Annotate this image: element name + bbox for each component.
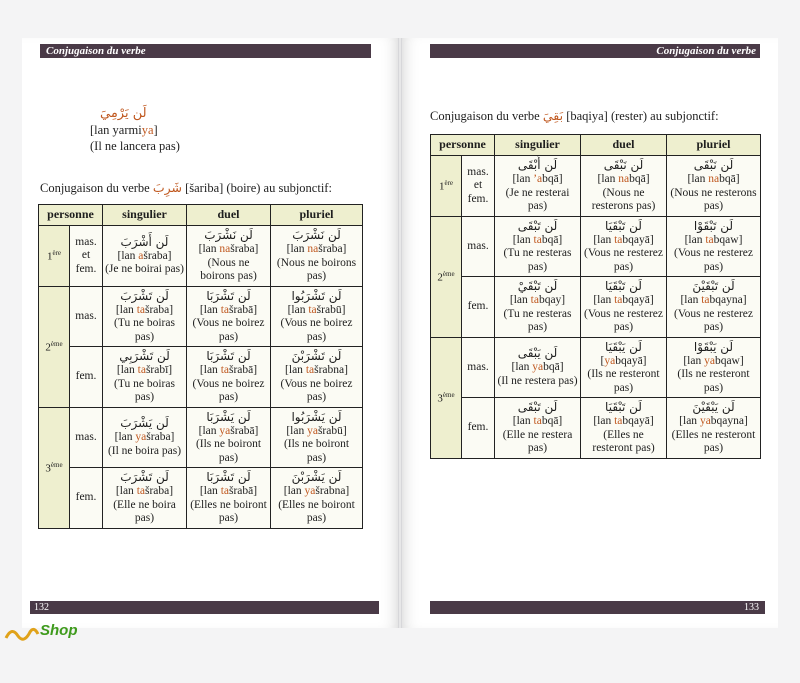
form-cell — [495, 277, 581, 338]
form-french: (Je ne resterai pas) — [505, 186, 570, 212]
left-page-number: 132 — [34, 602, 49, 613]
form-arabic: لَن نَبْقَى — [603, 158, 644, 172]
table-row — [39, 468, 363, 529]
form-cell — [581, 156, 667, 217]
header-duel: duel — [581, 135, 667, 156]
form-translit-hl: ya — [532, 361, 544, 374]
form-french: (Nous ne resterons pas) — [670, 186, 757, 212]
form-translit-post: bqayā] — [622, 233, 654, 246]
shop-logo — [4, 620, 114, 646]
right-intro-post: [baqiya] (rester) au subjonctif: — [566, 109, 719, 123]
form-cell — [271, 347, 363, 408]
form-translit-hl: ta — [533, 233, 542, 246]
example-translit-pre: [lan yarmi — [90, 123, 142, 137]
form-translit-hl: ya — [699, 415, 711, 427]
gender-cell: fem. — [70, 468, 103, 529]
form-translit — [189, 425, 268, 439]
form-translit-post: bqay] — [538, 294, 566, 306]
form-translit-hl: ta — [705, 233, 714, 246]
form-arabic: لَن أَشْرَبَ — [120, 234, 169, 249]
form-translit-hl: ta — [220, 485, 229, 497]
form-cell — [271, 286, 363, 347]
form-translit-post: šraba] — [145, 485, 174, 497]
form-arabic: لَن يَشْرَبَ — [120, 416, 169, 431]
form-translit-pre: [lan — [117, 249, 139, 262]
form-arabic: لَن تَبْقَيَا — [605, 279, 642, 293]
form-translit — [189, 364, 268, 378]
table-header-row — [431, 135, 761, 156]
form-french: (Vous ne resterez pas) — [584, 307, 663, 333]
form-translit-hl: ta — [530, 294, 539, 306]
form-translit-pre: [lan — [116, 364, 138, 376]
form-translit-post: šrabā] — [230, 424, 259, 437]
form-translit — [669, 415, 758, 429]
form-translit-post: šrabū] — [317, 424, 347, 437]
form-arabic: لَن نَشْرَبَ — [204, 228, 253, 242]
gender-cell: mas. et fem. — [462, 156, 495, 217]
form-french: (Ils ne resteront pas) — [677, 368, 750, 394]
table-row — [39, 347, 363, 408]
form-french: (Tu ne resteras pas) — [503, 247, 572, 273]
form-translit-post: bqā] — [629, 173, 650, 185]
form-translit-pre: [lan — [593, 294, 615, 306]
person-suffix: ère — [444, 179, 454, 188]
left-header: Conjugaison du verbe — [40, 44, 371, 58]
form-translit-hl: ta — [533, 415, 542, 427]
form-translit — [583, 355, 664, 369]
form-translit-hl: ta — [614, 233, 623, 246]
table-row — [39, 407, 363, 468]
form-arabic: لَن يَبْقَيَا — [605, 339, 642, 354]
form-arabic: لَن تَشْرَبْنَ — [291, 349, 342, 363]
form-translit-pre: [lan — [597, 173, 619, 185]
form-translit-pre: [lan — [198, 243, 220, 255]
form-arabic: لَن نَشْرَبَ — [292, 228, 341, 242]
form-arabic: لَن يَشْرَبْنَ — [291, 470, 342, 484]
person-suffix: ème — [442, 390, 455, 399]
form-translit — [583, 294, 664, 308]
form-translit-pre: [lan — [512, 233, 534, 246]
form-cell — [667, 216, 761, 277]
header-personne: personne — [39, 205, 103, 226]
right-page-number: 133 — [744, 602, 759, 613]
form-french: (Vous ne resterez pas) — [584, 247, 663, 273]
person-cell: 1ère — [431, 156, 462, 217]
form-translit-hl: ta — [701, 294, 710, 306]
form-translit-hl: ya — [219, 424, 231, 437]
form-cell — [667, 398, 761, 459]
form-translit-post: bqayna] — [709, 294, 747, 306]
form-translit-post: šrabī] — [145, 364, 173, 376]
gender-cell: fem. — [70, 347, 103, 408]
left-footer — [30, 601, 379, 614]
person-cell: 3ème — [39, 407, 70, 528]
form-translit — [497, 361, 578, 375]
form-translit — [497, 234, 578, 248]
gender-cell: fem. — [462, 398, 495, 459]
gender-cell: mas. — [70, 286, 103, 347]
form-translit-post: bqayna] — [710, 415, 748, 427]
form-translit — [273, 425, 360, 439]
form-translit-pre: [lan — [199, 303, 221, 316]
form-french: (Nous ne boirons pas) — [200, 256, 257, 282]
form-french: (Je ne boirai pas) — [105, 263, 184, 276]
form-translit-hl: ta — [308, 303, 317, 316]
logo-swirl-icon — [4, 624, 40, 644]
form-translit — [669, 355, 758, 369]
form-translit — [105, 431, 184, 445]
form-translit — [497, 173, 578, 187]
form-french: (Vous ne resterez pas) — [674, 307, 753, 333]
form-translit — [583, 234, 664, 248]
form-translit-pre: [lan — [114, 431, 136, 444]
form-translit — [273, 364, 360, 378]
form-translit-pre: [lan — [286, 424, 308, 437]
form-cell — [187, 468, 271, 529]
form-cell — [103, 286, 187, 347]
form-arabic: لَن تَبْقَيْ — [517, 279, 558, 293]
form-cell — [187, 286, 271, 347]
form-translit — [669, 294, 758, 308]
form-cell — [495, 156, 581, 217]
right-table-body — [431, 156, 761, 459]
right-intro-arabic: بَقِيَ — [542, 108, 564, 123]
person-cell: 2ème — [431, 216, 462, 337]
form-cell — [581, 398, 667, 459]
gender-cell: mas. — [70, 407, 103, 468]
header-pluriel: pluriel — [667, 135, 761, 156]
form-translit-pre: [lan — [285, 364, 306, 376]
form-translit-pre: [lan — [593, 415, 615, 427]
right-conjugation-table — [430, 134, 761, 459]
form-translit-hl: a — [138, 249, 144, 262]
form-french: (Nous ne boirons pas) — [276, 256, 357, 282]
form-translit-post: šrabna] — [314, 364, 348, 376]
form-arabic: لَن تَبْقَيَا — [605, 218, 642, 233]
form-arabic: لَن تَبْقَوْا — [693, 218, 734, 233]
form-french: (Vous ne boirez pas) — [192, 377, 265, 403]
form-arabic: لَن يَشْرَبَا — [206, 409, 251, 424]
form-cell — [271, 407, 363, 468]
form-translit-pre: [lan — [512, 415, 534, 427]
person-suffix: ème — [50, 339, 63, 348]
form-translit-hl: ta — [614, 294, 623, 306]
form-cell — [581, 277, 667, 338]
left-example — [90, 106, 240, 154]
example-french: (Il ne lancera pas) — [90, 139, 180, 153]
person-cell: 1ère — [39, 226, 70, 287]
form-arabic: لَن يَبْقَوْا — [693, 339, 734, 354]
form-translit-post: bqaw] — [714, 354, 744, 367]
form-translit — [189, 243, 268, 257]
right-intro — [430, 108, 719, 124]
form-arabic: لَن تَبْقَيَا — [605, 400, 642, 414]
form-translit — [669, 173, 758, 187]
example-translit — [90, 122, 240, 138]
table-row — [431, 156, 761, 217]
form-translit — [497, 294, 578, 308]
form-translit-hl: ta — [136, 303, 145, 316]
form-french: (Elles ne boiront pas) — [278, 498, 355, 524]
table-row — [431, 216, 761, 277]
person-suffix: ère — [52, 249, 62, 258]
header-singulier: singulier — [103, 205, 187, 226]
form-arabic: لَن يَشْرَبُوا — [291, 409, 342, 424]
form-translit-pre: [ — [600, 354, 605, 367]
form-translit — [497, 415, 578, 429]
form-arabic: لَن تَبْقَيْنَ — [692, 279, 735, 293]
form-translit-hl: na — [219, 243, 231, 255]
person-cell: 2ème — [39, 286, 70, 407]
form-translit — [105, 304, 184, 318]
form-translit-post: šrabā] — [229, 485, 258, 497]
table-row — [431, 398, 761, 459]
form-translit-pre: [lan — [115, 303, 137, 316]
form-cell — [667, 156, 761, 217]
form-translit-hl: ta — [220, 303, 229, 316]
form-arabic: لَن نَبْقَى — [693, 158, 734, 172]
form-translit — [105, 364, 184, 378]
form-french: (Elles ne boiront pas) — [190, 498, 267, 524]
form-cell — [103, 407, 187, 468]
form-arabic: لَن تَبْقَى — [517, 218, 558, 233]
form-french: (Ils ne boiront pas) — [283, 438, 350, 464]
form-french: (Elle ne boira pas) — [113, 498, 176, 524]
form-translit-hl: ya — [704, 354, 715, 367]
form-translit-pre: [lan — [511, 361, 533, 374]
form-translit-hl: ta — [305, 364, 315, 376]
form-translit-pre: [lan — [683, 354, 705, 367]
person-suffix: ème — [50, 460, 63, 469]
form-translit — [583, 173, 664, 187]
gender-cell: mas. — [462, 216, 495, 277]
form-cell — [667, 277, 761, 338]
form-translit-post: bqayā] — [615, 354, 647, 367]
right-footer — [430, 601, 765, 614]
form-cell — [103, 226, 187, 287]
form-translit-post: šrabna] — [315, 485, 350, 497]
form-translit-post: bqā] — [543, 361, 564, 374]
form-french: (Elles ne resteront pas) — [671, 428, 756, 454]
form-arabic: لَن تَبْقَى — [517, 400, 558, 414]
form-translit-hl: ya — [604, 354, 616, 367]
form-french: (Vous ne boirez pas) — [280, 377, 353, 403]
table-header-row — [39, 205, 363, 226]
form-french: (Vous ne resterez pas) — [674, 247, 753, 273]
example-translit-post: ] — [153, 123, 158, 137]
form-french: (Tu ne boiras pas) — [114, 317, 175, 343]
header-duel: duel — [187, 205, 271, 226]
form-cell — [495, 216, 581, 277]
form-translit-post: šraba] — [146, 431, 175, 444]
left-intro-pre: Conjugaison du verbe — [40, 181, 150, 195]
form-translit-hl: ta — [614, 415, 623, 427]
form-arabic: لَن تَشْرَبَا — [206, 349, 251, 363]
form-translit-pre: [lan — [286, 243, 308, 255]
logo-text: Shop — [40, 622, 78, 639]
person-cell: 3ème — [431, 337, 462, 458]
gender-cell: fem. — [462, 277, 495, 338]
form-cell — [581, 216, 667, 277]
table-row — [39, 226, 363, 287]
form-translit-pre: [lan — [509, 294, 531, 306]
form-cell — [581, 337, 667, 398]
form-french: (Vous ne boirez pas) — [192, 317, 265, 343]
table-row — [431, 337, 761, 398]
form-translit-post: šraba] — [145, 303, 174, 316]
form-translit-hl: ya — [135, 431, 147, 444]
form-cell — [271, 226, 363, 287]
form-arabic: لَن تَشْرَبَا — [206, 288, 251, 303]
book-gutter — [398, 38, 402, 628]
form-translit-pre: [lan — [287, 303, 309, 316]
form-translit — [189, 485, 268, 499]
form-translit-pre: [lan — [115, 485, 137, 497]
left-table-body — [39, 226, 363, 529]
form-arabic: لَن تَشْرَبَ — [120, 470, 169, 484]
example-translit-hl: ya — [141, 123, 154, 137]
form-arabic: لَن تَشْرَبُوا — [291, 288, 342, 303]
person-suffix: ème — [442, 269, 455, 278]
form-translit-pre: [lan — [199, 364, 221, 376]
form-translit-pre: [lan — [199, 485, 221, 497]
form-cell — [187, 407, 271, 468]
form-translit-pre: [lan — [680, 294, 702, 306]
left-conjugation-table — [38, 204, 363, 529]
form-translit-post: bqā] — [541, 233, 563, 246]
left-intro-arabic: شَرِبَ — [152, 180, 182, 195]
form-cell — [667, 337, 761, 398]
form-translit — [189, 304, 268, 318]
form-translit-post: bqayā] — [622, 415, 654, 427]
header-personne: personne — [431, 135, 495, 156]
form-translit — [105, 250, 184, 264]
form-translit — [273, 304, 360, 318]
form-translit — [583, 415, 664, 429]
form-translit-hl: ta — [136, 485, 145, 497]
form-arabic: لَن تَشْرَبِي — [119, 349, 170, 363]
form-french: (Elles ne resteront pas) — [592, 428, 655, 454]
table-row — [431, 277, 761, 338]
right-intro-pre: Conjugaison du verbe — [430, 109, 540, 123]
form-cell — [495, 337, 581, 398]
header-pluriel: pluriel — [271, 205, 363, 226]
form-translit-post: šrabā] — [229, 303, 258, 316]
form-translit-hl: ya — [304, 485, 316, 497]
form-french: (Tu ne resteras pas) — [503, 307, 572, 333]
form-french: (Ils ne resteront pas) — [587, 368, 660, 394]
form-translit-hl: ’a — [533, 173, 543, 185]
form-translit-post: šrabū] — [316, 303, 346, 316]
form-cell — [495, 398, 581, 459]
form-translit-post: šraba] — [318, 243, 347, 255]
form-translit-pre: [lan — [283, 485, 305, 497]
form-cell — [103, 468, 187, 529]
form-french: (Tu ne boiras pas) — [114, 377, 175, 403]
form-translit-hl: ta — [137, 364, 146, 376]
form-cell — [187, 347, 271, 408]
form-arabic: لَن أَبْقَى — [517, 158, 558, 172]
form-translit-pre: [lan — [687, 173, 709, 185]
example-arabic: لَن يَرْمِيَ — [100, 106, 147, 121]
form-translit-pre: [lan — [198, 424, 220, 437]
form-arabic: لَن تَشْرَبَ — [120, 288, 169, 303]
form-arabic: لَن يَبْقَيْنَ — [692, 400, 735, 414]
left-intro — [40, 180, 332, 196]
form-translit-hl: na — [307, 243, 319, 255]
form-translit — [669, 234, 758, 248]
form-french: (Elle ne restera pas) — [502, 428, 573, 454]
form-translit-hl: na — [618, 173, 630, 185]
form-translit-pre: [lan — [684, 233, 706, 246]
form-cell — [187, 226, 271, 287]
form-translit-hl: ta — [220, 364, 229, 376]
form-cell — [103, 347, 187, 408]
form-french: (Il ne boira pas) — [107, 444, 182, 457]
header-singulier: singulier — [495, 135, 581, 156]
form-translit-post: bqā] — [719, 173, 740, 185]
gender-cell: mas. et fem. — [70, 226, 103, 287]
form-french: (Nous ne resterons pas) — [591, 186, 656, 212]
form-translit-pre: [lan — [512, 173, 534, 185]
form-translit-pre: [lan — [679, 415, 700, 427]
form-cell — [271, 468, 363, 529]
form-french: (Vous ne boirez pas) — [280, 317, 353, 343]
form-translit — [273, 485, 360, 499]
form-translit-post: šraba] — [230, 243, 259, 255]
form-translit-post: bqā] — [542, 173, 563, 185]
right-header: Conjugaison du verbe — [430, 44, 760, 58]
form-translit-post: bqā] — [541, 415, 563, 427]
form-arabic: لَن تَشْرَبَا — [206, 470, 251, 484]
form-translit-hl: ya — [307, 424, 318, 437]
form-translit-pre: [lan — [593, 233, 615, 246]
form-french: (Il ne restera pas) — [497, 374, 578, 387]
form-translit-post: bqaw] — [713, 233, 743, 246]
form-translit-post: šrabā] — [229, 364, 258, 376]
gender-cell: mas. — [462, 337, 495, 398]
form-translit-post: šraba] — [143, 249, 172, 262]
form-translit-post: bqayā] — [622, 294, 654, 306]
form-translit — [273, 243, 360, 257]
table-row — [39, 286, 363, 347]
form-translit — [105, 485, 184, 499]
form-french: (Ils ne boiront pas) — [195, 438, 262, 464]
form-translit-hl: na — [708, 173, 720, 185]
form-arabic: لَن يَبْقَى — [517, 346, 558, 361]
left-intro-post: [šariba] (boire) au subjonctif: — [185, 181, 332, 195]
